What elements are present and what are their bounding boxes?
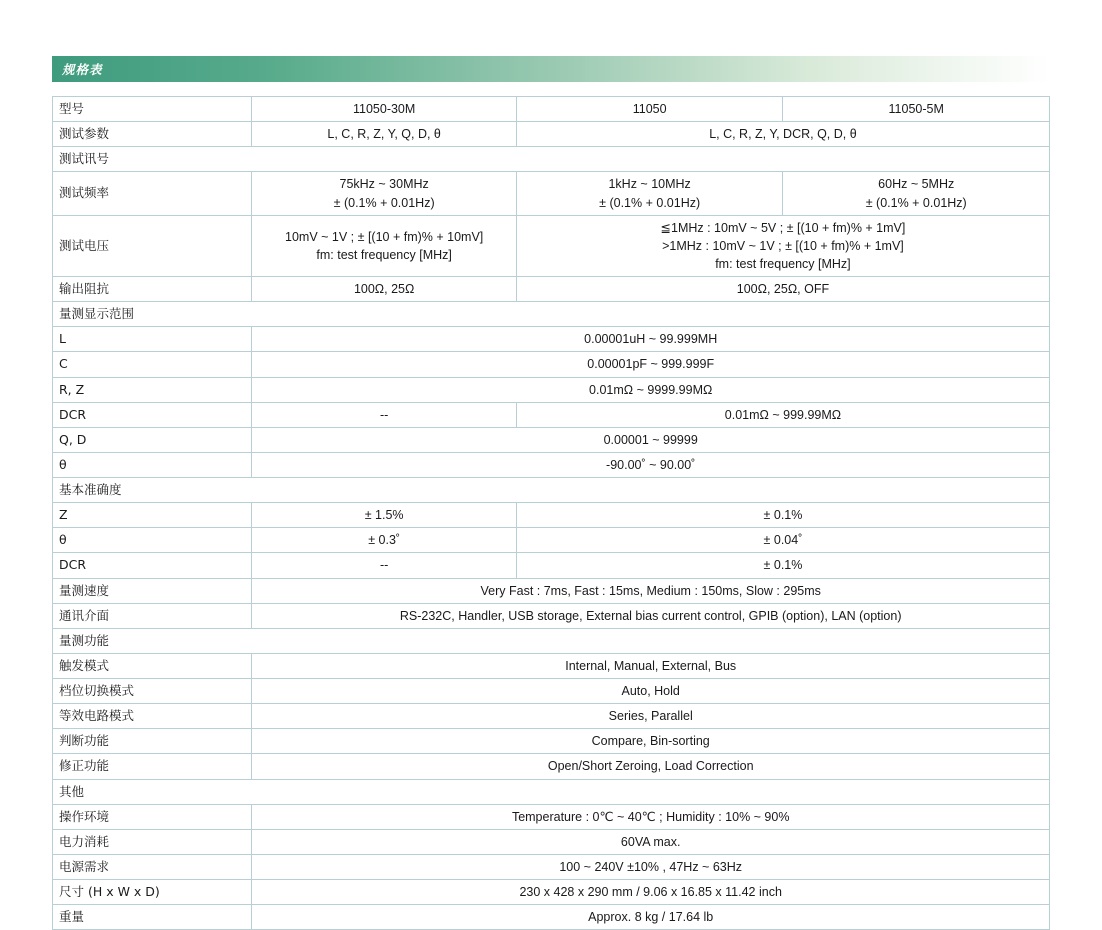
table-row [53,215,1050,276]
row-value: 1kHz ~ 10MHz ± (0.1% + 0.01Hz) [516,172,783,215]
row-value: Very Fast : 7ms, Fast : 15ms, Medium : 150ms, Slow : 295ms [252,578,1050,603]
row-label: 型号 [53,97,252,122]
table-row [53,452,1050,477]
row-label: θ [53,452,252,477]
row-label: 触发模式 [53,653,252,678]
row-label: Z [53,503,252,528]
table-row [53,679,1050,704]
table-row [53,377,1050,402]
row-value: ± 0.1% [516,503,1049,528]
row-value: ± 0.04˚ [516,528,1049,553]
row-label: Q, D [53,427,252,452]
section-heading: 量测功能 [53,628,1050,653]
row-label: θ [53,528,252,553]
row-value: 11050 [516,97,783,122]
section-row [53,302,1050,327]
section-heading: 量测显示范围 [53,302,1050,327]
row-label: 重量 [53,905,252,930]
row-value: Series, Parallel [252,704,1050,729]
specification-table-body [53,97,1050,930]
row-value: 60Hz ~ 5MHz ± (0.1% + 0.01Hz) [783,172,1050,215]
table-row [53,854,1050,879]
table-row [53,905,1050,930]
row-label: 尺寸 (H x W x D) [53,880,252,905]
table-row [53,829,1050,854]
specification-table [52,96,1050,930]
row-label: 测试电压 [53,215,252,276]
table-row [53,427,1050,452]
row-value: 0.00001pF ~ 999.999F [252,352,1050,377]
section-row [53,147,1050,172]
row-label: L [53,327,252,352]
row-value: 75kHz ~ 30MHz ± (0.1% + 0.01Hz) [252,172,517,215]
row-label: 测试频率 [53,172,252,215]
table-row [53,402,1050,427]
row-value: ≦1MHz : 10mV ~ 5V ; ± [(10 + fm)% + 1mV] >1MHz : 10mV ~ 1V ; ± [(10 + fm)% + 1mV] fm: test frequency [MHz] [516,215,1049,276]
table-row [53,704,1050,729]
row-label: 操作环境 [53,804,252,829]
row-label: 等效电路模式 [53,704,252,729]
row-value: 0.01mΩ ~ 9999.99MΩ [252,377,1050,402]
row-value: 10mV ~ 1V ; ± [(10 + fm)% + 10mV] fm: test frequency [MHz] [252,215,517,276]
row-label: 修正功能 [53,754,252,779]
table-row [53,653,1050,678]
row-value: -90.00˚ ~ 90.00˚ [252,452,1050,477]
row-value: L, C, R, Z, Y, DCR, Q, D, θ [516,122,1049,147]
banner-title: 规格表 [62,62,103,77]
row-value: RS-232C, Handler, USB storage, External bias current control, GPIB (option), LAN (option) [252,603,1050,628]
row-value: 100 ~ 240V ±10% , 47Hz ~ 63Hz [252,854,1050,879]
row-value: Internal, Manual, External, Bus [252,653,1050,678]
row-value: Temperature : 0℃ ~ 40℃ ; Humidity : 10% ~ 90% [252,804,1050,829]
row-label: 输出阻抗 [53,277,252,302]
row-value: 100Ω, 25Ω [252,277,517,302]
row-label: DCR [53,402,252,427]
table-row [53,880,1050,905]
table-row [53,327,1050,352]
row-value: 0.01mΩ ~ 999.99MΩ [516,402,1049,427]
table-row [53,553,1050,578]
row-label: 档位切换模式 [53,679,252,704]
row-label: 电力消耗 [53,829,252,854]
row-label: 测试参数 [53,122,252,147]
section-row [53,628,1050,653]
row-value: 11050-30M [252,97,517,122]
row-value: L, C, R, Z, Y, Q, D, θ [252,122,517,147]
row-value: Compare, Bin-sorting [252,729,1050,754]
section-row [53,779,1050,804]
row-value: 11050-5M [783,97,1050,122]
table-row [53,754,1050,779]
table-row [53,729,1050,754]
section-row [53,478,1050,503]
row-value: 60VA max. [252,829,1050,854]
row-value: 100Ω, 25Ω, OFF [516,277,1049,302]
table-row [53,528,1050,553]
table-row [53,503,1050,528]
section-banner [52,56,1050,82]
row-value: Auto, Hold [252,679,1050,704]
row-value: 0.00001uH ~ 99.999MH [252,327,1050,352]
row-value: -- [252,402,517,427]
row-label: 判断功能 [53,729,252,754]
row-value: Approx. 8 kg / 17.64 lb [252,905,1050,930]
section-heading: 其他 [53,779,1050,804]
row-value: ± 0.3˚ [252,528,517,553]
row-label: DCR [53,553,252,578]
row-value: ± 1.5% [252,503,517,528]
table-row [53,172,1050,215]
table-row [53,97,1050,122]
table-row [53,804,1050,829]
row-label: 电源需求 [53,854,252,879]
row-value: ± 0.1% [516,553,1049,578]
table-row [53,122,1050,147]
table-row [53,352,1050,377]
row-label: R, Z [53,377,252,402]
table-row [53,578,1050,603]
section-heading: 基本准确度 [53,478,1050,503]
row-value: Open/Short Zeroing, Load Correction [252,754,1050,779]
table-row [53,603,1050,628]
row-value: 0.00001 ~ 99999 [252,427,1050,452]
row-label: C [53,352,252,377]
row-value: -- [252,553,517,578]
row-label: 量测速度 [53,578,252,603]
row-value: 230 x 428 x 290 mm / 9.06 x 16.85 x 11.42 inch [252,880,1050,905]
row-label: 通讯介面 [53,603,252,628]
table-row [53,277,1050,302]
section-heading: 测试讯号 [53,147,1050,172]
